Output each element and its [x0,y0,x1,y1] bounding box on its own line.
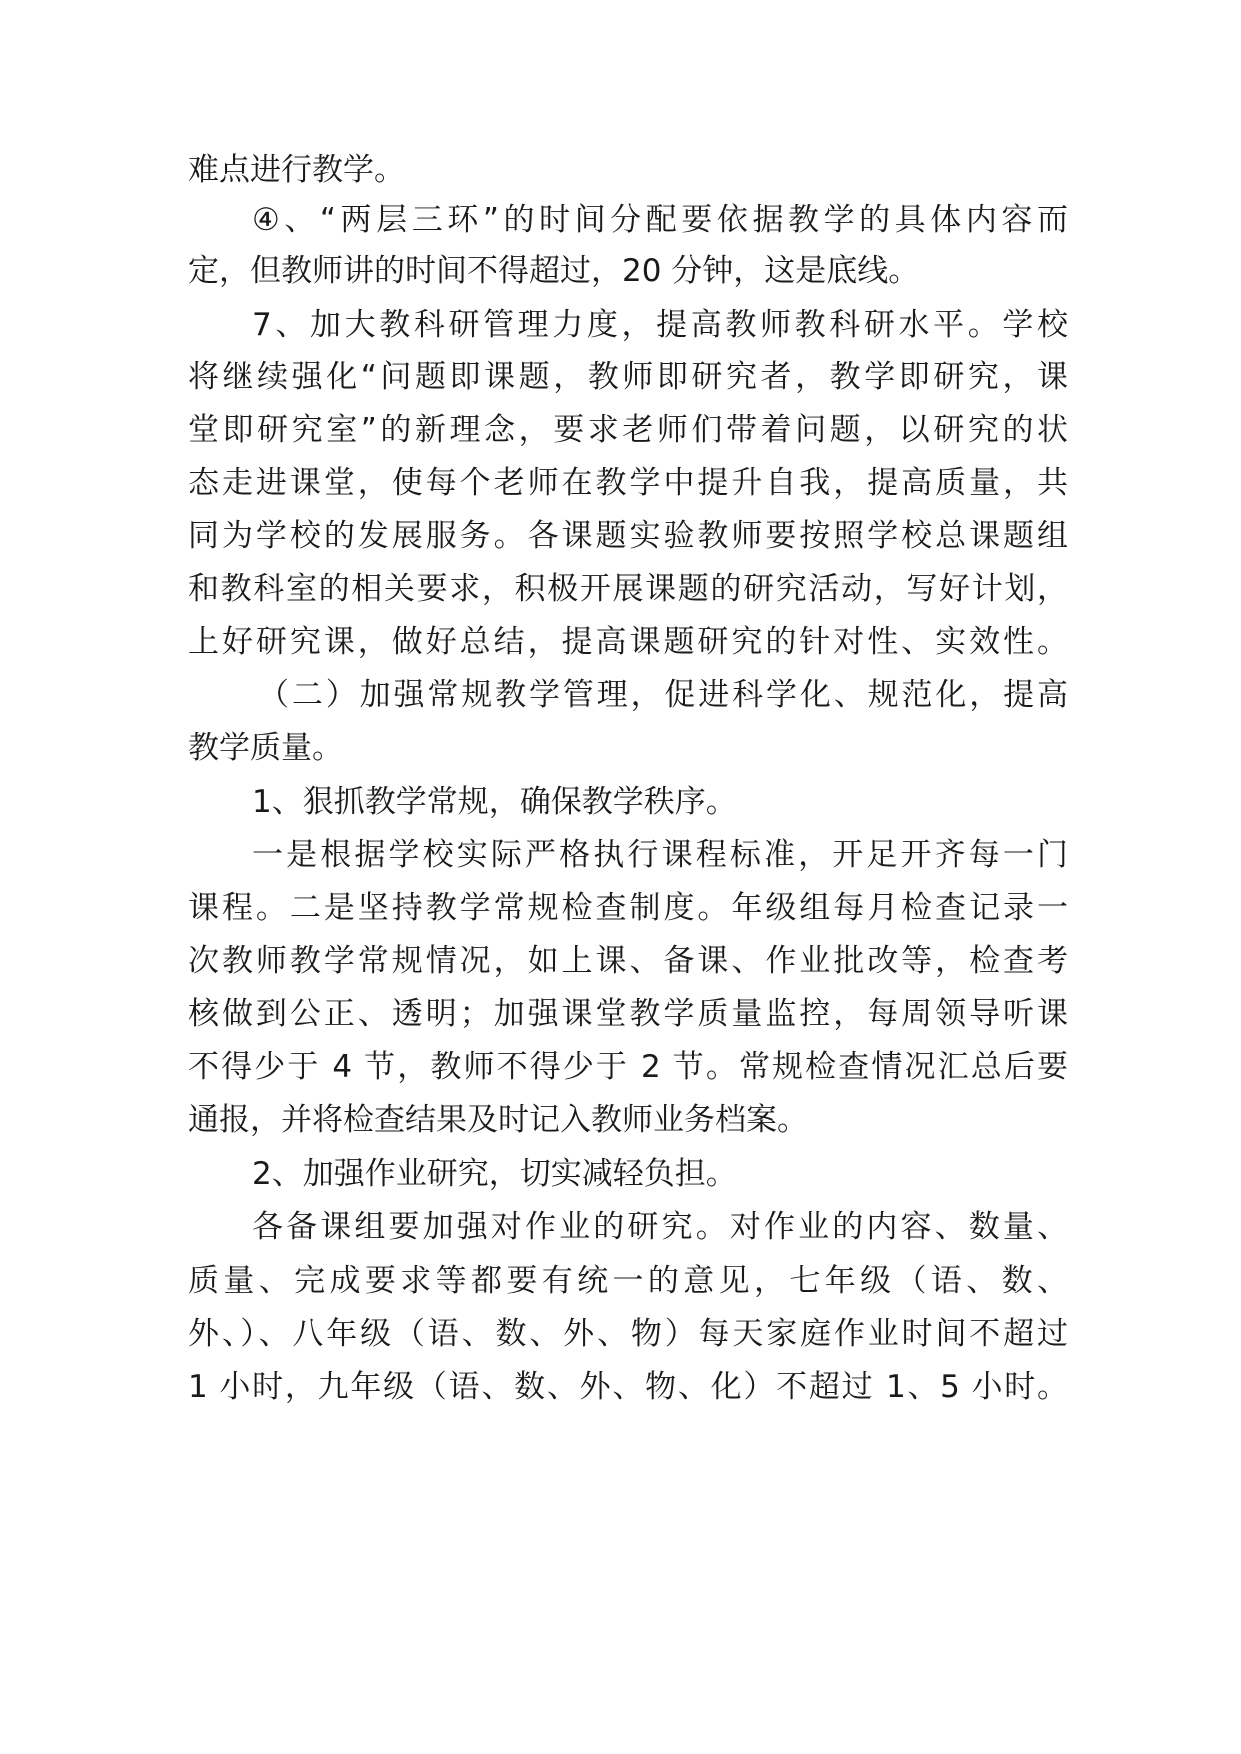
subsection-heading: 2、加强作业研究，切实减轻负担。 [252,1156,737,1192]
paragraph-line: 定，但教师讲的时间不得超过，20 分钟，这是底线。 [188,253,920,289]
paragraph-line: 质量、完成要求等都要有统一的意见，七年级（语、数、 [188,1263,1068,1299]
paragraph-line: 上好研究课，做好总结，提高课题研究的针对性、实效性。 [188,624,1068,660]
paragraph-line: 态走进课堂，使每个老师在教学中提升自我，提高质量，共 [188,465,1068,501]
paragraph-line: 将继续强化“问题即课题，教师即研究者，教学即研究，课 [188,359,1068,395]
paragraph-line: 外、）、八年级（语、数、外、物）每天家庭作业时间不超过 [188,1316,1068,1352]
paragraph-line: 难点进行教学。 [188,152,405,188]
paragraph-line: 次教师教学常规情况，如上课、备课、作业批改等，检查考 [188,943,1068,979]
paragraph-line: 和教科室的相关要求，积极开展课题的研究活动，写好计划， [188,571,1068,607]
paragraph-line: 同为学校的发展服务。各课题实验教师要按照学校总课题组 [188,518,1068,554]
paragraph-line: 课程。二是坚持教学常规检查制度。年级组每月检查记录一 [188,890,1068,926]
paragraph-line: 核做到公正、透明；加强课堂教学质量监控，每周领导听课 [188,996,1068,1032]
paragraph-line: 一是根据学校实际严格执行课程标准，开足开齐每一门 [252,837,1068,873]
paragraph-line: 1 小时，九年级（语、数、外、物、化）不超过 1、5 小时。 [188,1369,1068,1405]
paragraph-line: 通报，并将检查结果及时记入教师业务档案。 [188,1102,808,1138]
subsection-heading: 1、狠抓教学常规，确保教学秩序。 [252,784,737,820]
paragraph-line: 堂即研究室”的新理念，要求老师们带着问题，以研究的状 [188,412,1068,448]
section-heading-cont: 教学质量。 [188,730,343,766]
paragraph-line: 各备课组要加强对作业的研究。对作业的内容、数量、 [252,1209,1068,1245]
paragraph-line: 7、加大教科研管理力度，提高教师教科研水平。学校 [252,307,1068,343]
paragraph-line: ④、“两层三环”的时间分配要依据教学的具体内容而 [252,202,1068,238]
paragraph-line: 不得少于 4 节，教师不得少于 2 节。常规检查情况汇总后要 [188,1049,1068,1085]
section-heading: （二）加强常规教学管理，促进科学化、规范化，提高 [258,677,1068,713]
